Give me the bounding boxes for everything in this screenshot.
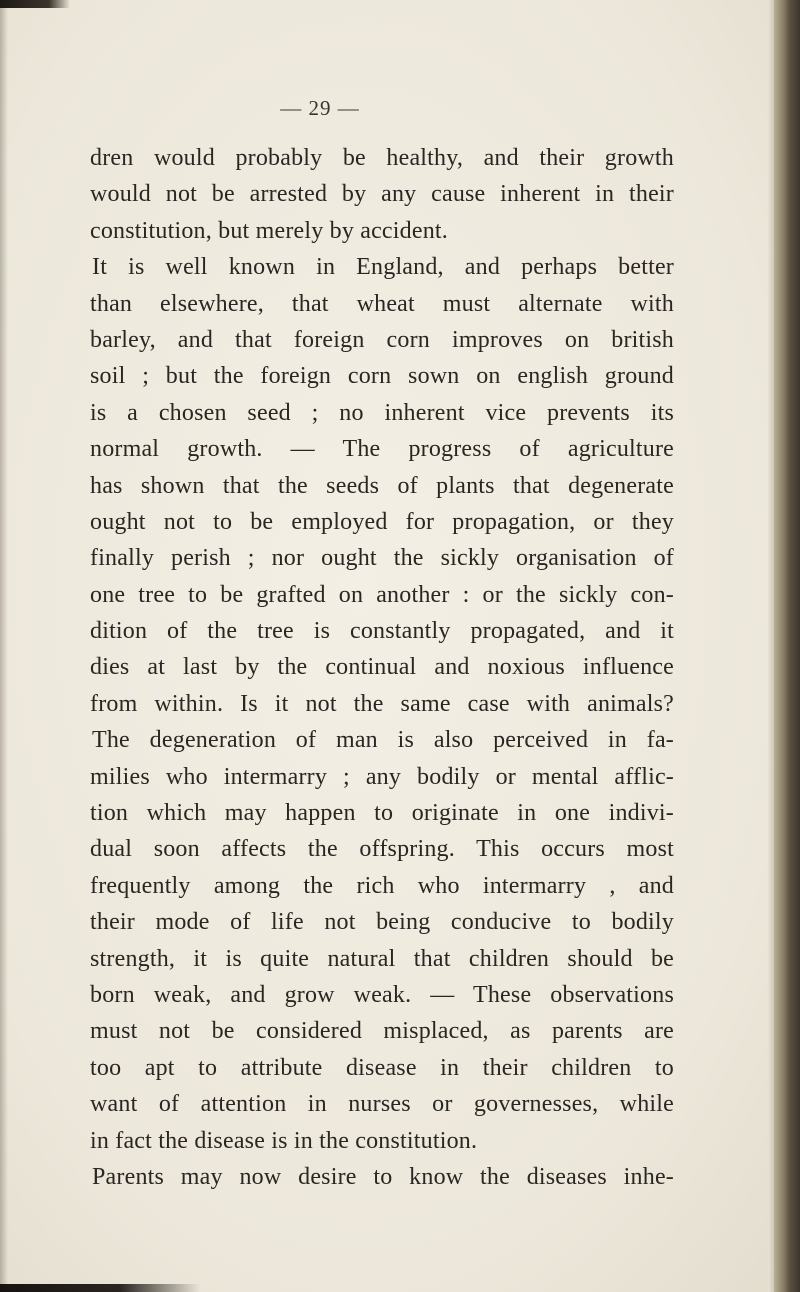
text-line: too apt to attribute disease in their children to xyxy=(90,1054,674,1081)
text-line: strength, it is quite natural that children should be xyxy=(90,945,674,972)
text-line: frequently among the rich who intermarry , and xyxy=(90,872,674,899)
text-line: has shown that the seeds of plants that degenerate xyxy=(90,472,674,499)
text-line: their mode of life not being conducive to bodily xyxy=(90,909,674,936)
page-number: — 29 — xyxy=(280,96,360,120)
text-line: than elsewhere, that wheat must alternate with xyxy=(90,290,674,317)
body-text xyxy=(90,140,674,1195)
text-line: normal growth. — The progress of agriculture xyxy=(90,436,674,463)
text-line: barley, and that foreign corn improves on british xyxy=(90,326,674,353)
book-binding-edge xyxy=(774,0,800,1292)
text-line: soil ; but the foreign corn sown on english ground xyxy=(90,363,674,390)
text-line: dual soon affects the offspring. This occurs most xyxy=(90,836,674,863)
text-line: from within. Is it not the same case with animals? xyxy=(90,690,674,717)
page-left-shadow xyxy=(0,0,8,1292)
text-line: constitution, but merely by accident. xyxy=(90,217,448,244)
text-line: The degeneration of man is also perceived in fa- xyxy=(92,727,674,754)
text-line: milies who intermarry ; any bodily or mental afflic- xyxy=(90,763,674,790)
text-line: must not be considered misplaced, as parents are xyxy=(90,1018,674,1045)
text-line: dren would probably be healthy, and their growth xyxy=(90,145,674,171)
page-top-corner-shadow xyxy=(0,0,70,8)
text-line: finally perish ; nor ought the sickly organisation of xyxy=(90,545,674,572)
text-line: Parents may now desire to know the diseases inhe- xyxy=(92,1163,674,1190)
page-bottom-edge-shadow xyxy=(0,1284,200,1292)
text-line: ought not to be employed for propagation, or they xyxy=(90,508,674,535)
text-line: one tree to be grafted on another : or the sickly con- xyxy=(90,581,674,608)
text-line: It is well known in England, and perhaps better xyxy=(92,254,674,281)
text-line: dition of the tree is constantly propagated, and it xyxy=(90,618,674,645)
text-line: dies at last by the continual and noxious influence xyxy=(90,654,674,681)
text-line: in fact the disease is in the constitution. xyxy=(90,1127,478,1154)
text-line: born weak, and grow weak. — These observations xyxy=(90,981,674,1008)
text-line: is a chosen seed ; no inherent vice prevents its xyxy=(90,399,674,426)
text-line: tion which may happen to originate in one indivi- xyxy=(90,800,674,827)
text-line: would not be arrested by any cause inherent in their xyxy=(90,181,674,208)
text-line: want of attention in nurses or governesses, while xyxy=(90,1091,674,1118)
